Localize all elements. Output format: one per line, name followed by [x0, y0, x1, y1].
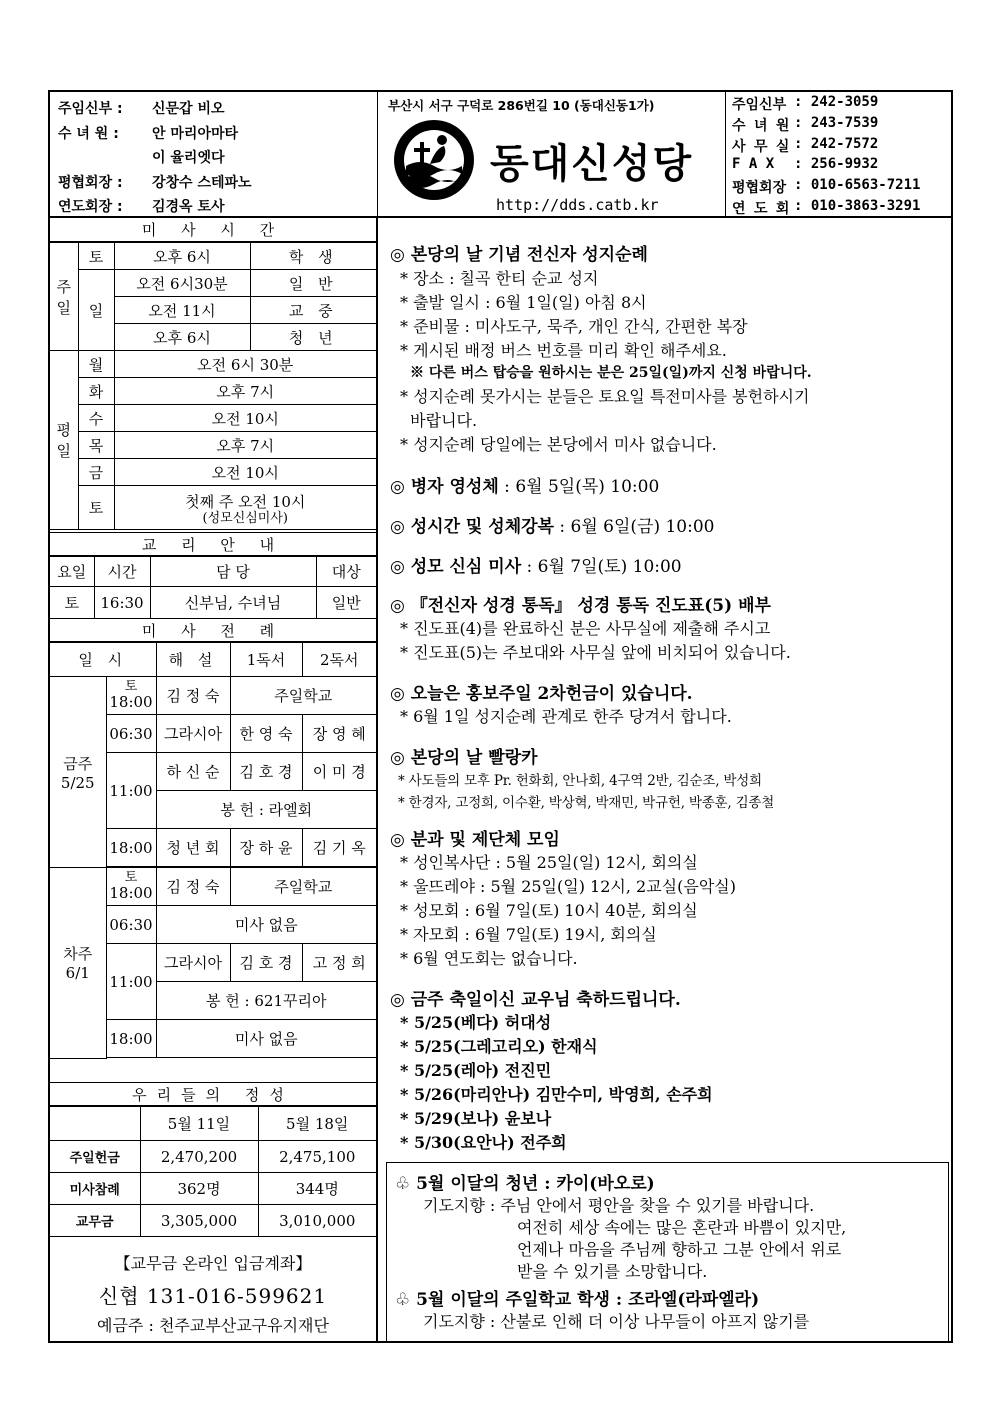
header-cell: 5월 11일 — [140, 1107, 258, 1141]
notice-heading: ◎ 본당의 날 기념 전신자 성지순례 — [390, 245, 648, 265]
table-cell: 2,470,200 — [140, 1141, 258, 1173]
catechism-table — [50, 556, 376, 619]
day-cell: 토 — [78, 243, 114, 270]
contact-row: 수 녀 원 : 243-7539 — [732, 115, 879, 134]
table-cell: 김 호 경 — [230, 753, 302, 791]
youth-line: 기도지향 : 산불로 인해 더 이상 나무들이 아프지 않기를 — [423, 1312, 810, 1331]
day-cell: 금 — [78, 459, 114, 486]
table-cell: 장 하 윤 — [230, 829, 302, 867]
time-cell: 오후 7시 — [114, 432, 376, 459]
notice-heading: ◎ 오늘은 홍보주일 2차헌금이 있습니다. — [390, 684, 693, 704]
header-cell: 요일 — [50, 557, 94, 587]
offering-cell: 봉 헌 : 621꾸리아 — [156, 982, 376, 1020]
table-cell: 주일학교 — [230, 677, 376, 715]
feast-line: * 5/29(보나) 윤보나 — [400, 1109, 552, 1128]
header-cell: 일 시 — [50, 643, 156, 677]
day-cell: 토 — [78, 486, 114, 530]
notice-line: * 성인복사단 : 5월 25일(일) 12시, 회의실 — [400, 853, 698, 872]
contact-row: 사 무 실 : 242-7572 — [732, 136, 879, 155]
day-cell: 일 — [78, 270, 114, 351]
time-cell: 11:00 — [106, 944, 156, 1020]
table-cell: 3,010,000 — [258, 1205, 376, 1237]
notice-line: * 준비물 : 미사도구, 묵주, 개인 간식, 간편한 복장 — [400, 317, 748, 336]
notice-heading: ◎ 병자 영성체 : 6월 5일(목) 10:00 — [390, 477, 660, 497]
feast-line: * 5/30(요안나) 전주희 — [400, 1133, 567, 1152]
contact-row: 연 도 회 : 010-3863-3291 — [732, 198, 921, 217]
notice-line: * 6월 연도회는 없습니다. — [400, 949, 578, 968]
header-cell: 대상 — [316, 557, 376, 587]
weekday-label: 평 일 — [50, 351, 78, 530]
table-cell: 362명 — [140, 1173, 258, 1205]
notice-line: * 성지순례 못가시는 분들은 토요일 특전미사를 봉헌하시기 — [400, 387, 810, 406]
sunday-label: 주 일 — [50, 243, 78, 351]
time-cell: 06:30 — [106, 906, 156, 944]
table-cell: 그라시아 — [156, 944, 230, 982]
notice-heading: ◎ 성시간 및 성체강복 : 6월 6일(금) 10:00 — [390, 517, 715, 537]
time-cell: 오후 7시 — [114, 378, 376, 405]
time-cell: 11:00 — [106, 753, 156, 829]
time-cell: 오후 6시 — [114, 324, 250, 351]
table-cell: 일반 — [316, 587, 376, 619]
time-cell: 오전 6시 30분 — [114, 351, 376, 378]
week-label: 금주 5/25 — [50, 677, 106, 868]
row-label: 주일헌금 — [50, 1141, 140, 1173]
time-cell: 오전 6시30분 — [114, 270, 250, 297]
table-cell: 미사 없음 — [156, 1020, 376, 1058]
table-cell: 청 년 회 — [156, 829, 230, 867]
staff-row: 주임신부 : 신문갑 비오 — [58, 101, 225, 117]
header-cell: 시간 — [94, 557, 150, 587]
church-address: 부산시 서구 구덕로 286번길 10 (동대신동1가) — [388, 98, 655, 113]
notice-heading: ◎ 금주 축일이신 교우님 축하드립니다. — [390, 990, 681, 1010]
table-cell: 토 — [50, 587, 94, 619]
notice-line: * 성모회 : 6월 7일(토) 10시 40분, 회의실 — [400, 901, 698, 920]
time-cell: 06:30 — [106, 715, 156, 753]
notice-line: * 6월 1일 성지순례 관계로 한주 당겨서 합니다. — [400, 707, 732, 726]
mass-times-title: 미 사 시 간 — [50, 218, 376, 242]
staff-list — [50, 92, 378, 218]
table-cell: 김 정 숙 — [156, 677, 230, 715]
contact-row: 평협회장 : 010-6563-7211 — [732, 177, 921, 196]
header-cell: 2독서 — [302, 643, 376, 677]
staff-row: 평협회장 : 강창수 스테파노 — [58, 175, 252, 191]
time-cell: 오전 11시 — [114, 297, 250, 324]
type-cell: 청 년 — [250, 324, 376, 351]
table-cell: 고 정 희 — [302, 944, 376, 982]
youth-line: 여전히 세상 속에는 많은 혼란과 바쁨이 있지만, — [517, 1218, 847, 1237]
table-cell: 그라시아 — [156, 715, 230, 753]
youth-line: 언제나 마음을 주님께 향하고 그분 안에서 위로 — [517, 1240, 842, 1259]
time-cell: 오전 10시 — [114, 405, 376, 432]
offering-title: 우리들의 정성 — [50, 1082, 376, 1106]
church-name: 동대신성당 — [490, 141, 694, 187]
day-cell: 화 — [78, 378, 114, 405]
table-cell: 김 정 숙 — [156, 868, 230, 906]
notice-heading: ◎ 『전신자 성경 통독』 성경 통독 진도표(5) 배부 — [390, 596, 771, 616]
table-cell: 장 영 혜 — [302, 715, 376, 753]
header-cell: 담 당 — [150, 557, 316, 587]
table-cell: 2,475,100 — [258, 1141, 376, 1173]
table-cell: 3,305,000 — [140, 1205, 258, 1237]
header-cell: 5월 18일 — [258, 1107, 376, 1141]
staff-row: 이 율리엣다 — [152, 150, 225, 166]
notice-line: * 진도표(4)를 완료하신 분은 사무실에 제출해 주시고 — [400, 619, 771, 638]
table-cell: 신부님, 수녀님 — [150, 587, 316, 619]
feast-line: * 5/25(베다) 허대성 — [400, 1013, 552, 1032]
time-cell: 오전 10시 — [114, 459, 376, 486]
account-number: 신협 131-016-599621 — [98, 1284, 328, 1308]
time-cell: 토 18:00 — [106, 677, 156, 715]
feast-line: * 5/25(레아) 전진민 — [400, 1061, 552, 1080]
youth-line: 기도지향 : 주님 안에서 평안을 찾을 수 있기를 바랍니다. — [423, 1196, 815, 1215]
notice-line: * 출발 일시 : 6월 1일(일) 아침 8시 — [400, 293, 647, 312]
liturgy-title: 미 사 전 례 — [50, 618, 376, 642]
liturgy-table — [50, 642, 376, 1059]
notice-line: * 한경자, 고정희, 이수환, 박상혁, 박재민, 박규헌, 박종훈, 김종철 — [398, 795, 775, 811]
notice-line: * 사도들의 모후 Pr. 헌화회, 안나회, 4구역 2반, 김순조, 박성희 — [398, 773, 762, 789]
table-cell: 김 호 경 — [230, 944, 302, 982]
notice-line: * 진도표(5)는 주보대와 사무실 앞에 비치되어 있습니다. — [400, 643, 791, 662]
week-label: 차주 6/1 — [50, 868, 106, 1059]
header-cell: 해 설 — [156, 643, 230, 677]
time-cell: 18:00 — [106, 1020, 156, 1058]
youth-heading: ♧ 5월 이달의 주일학교 학생 : 조라엘(라파엘라) — [395, 1290, 760, 1310]
offering-table — [50, 1106, 376, 1237]
time-cell: 토 18:00 — [106, 868, 156, 906]
contact-row: F A X : 256-9932 — [732, 156, 879, 172]
feast-line: * 5/26(마리안나) 김만수미, 박영희, 손주희 — [400, 1085, 713, 1104]
bulletin-frame — [48, 90, 953, 1343]
feast-line: * 5/25(그레고리오) 한재식 — [400, 1037, 598, 1056]
youth-box — [386, 1162, 949, 1342]
catechism-title: 교 리 안 내 — [50, 532, 376, 556]
church-url-link[interactable]: http://dds.catb.kr — [496, 196, 659, 214]
table-cell: 한 영 숙 — [230, 715, 302, 753]
notices-column — [380, 218, 953, 1343]
youth-line: 받을 수 있기를 소망합니다. — [517, 1262, 708, 1281]
type-cell: 학 생 — [250, 243, 376, 270]
table-cell: 16:30 — [94, 587, 150, 619]
notice-line-emphasis: ※ 다른 버스 탑승을 원하시는 분은 25일(일)까지 신청 바랍니다. — [410, 365, 812, 381]
notice-line: * 게시된 배정 버스 번호를 미리 확인 해주세요. — [400, 341, 727, 360]
table-cell: 김 기 옥 — [302, 829, 376, 867]
table-cell: 하 신 순 — [156, 753, 230, 791]
table-cell: 주일학교 — [230, 868, 376, 906]
left-column — [50, 218, 378, 1343]
type-cell: 교 중 — [250, 297, 376, 324]
time-cell: 오후 6시 — [114, 243, 250, 270]
mass-note: (성모신심미사) — [202, 510, 288, 526]
day-cell: 수 — [78, 405, 114, 432]
church-header — [378, 92, 726, 218]
header-cell: 1독서 — [230, 643, 302, 677]
day-cell: 목 — [78, 432, 114, 459]
row-label: 미사참례 — [50, 1173, 140, 1205]
notice-heading: ◎ 분과 및 제단체 모임 — [390, 830, 560, 850]
notice-line: * 장소 : 칠곡 한티 순교 성지 — [400, 269, 599, 288]
notice-line: 바랍니다. — [400, 411, 478, 430]
table-cell: 미사 없음 — [156, 906, 376, 944]
notice-line: * 성지순례 당일에는 본당에서 미사 없습니다. — [400, 435, 717, 454]
contact-list — [726, 92, 953, 218]
staff-row: 연도회장 : 김경옥 토사 — [58, 199, 225, 215]
church-logo-icon — [392, 118, 476, 206]
time-cell: 18:00 — [106, 829, 156, 867]
offering-cell: 봉 헌 : 라엘회 — [156, 791, 376, 829]
contact-row: 주임신부 : 242-3059 — [732, 94, 879, 113]
youth-heading: ♧ 5월 이달의 청년 : 카이(바오로) — [395, 1174, 655, 1194]
notice-heading: ◎ 성모 신심 미사 : 6월 7일(토) 10:00 — [390, 557, 682, 577]
table-cell: 344명 — [258, 1173, 376, 1205]
time-cell: 첫째 주 오전 10시 (성모신심미사) — [114, 486, 376, 530]
notice-heading: ◎ 본당의 날 빨랑카 — [390, 748, 538, 768]
notice-line: * 자모회 : 6월 7일(토) 19시, 회의실 — [400, 925, 657, 944]
staff-row: 수 녀 원 : 안 마리아마타 — [58, 126, 239, 142]
row-label: 교무금 — [50, 1205, 140, 1237]
account-holder: 예금주 : 천주교부산교구유지재단 — [97, 1316, 329, 1335]
table-cell: 이 미 경 — [302, 753, 376, 791]
notice-line: * 울뜨레야 : 5월 25일(일) 12시, 2교실(음악실) — [400, 877, 736, 896]
account-box — [50, 1236, 376, 1336]
account-title: 【교무금 온라인 입금계좌】 — [114, 1254, 312, 1273]
type-cell: 일 반 — [250, 270, 376, 297]
mass-times-table — [50, 242, 376, 530]
day-cell: 월 — [78, 351, 114, 378]
